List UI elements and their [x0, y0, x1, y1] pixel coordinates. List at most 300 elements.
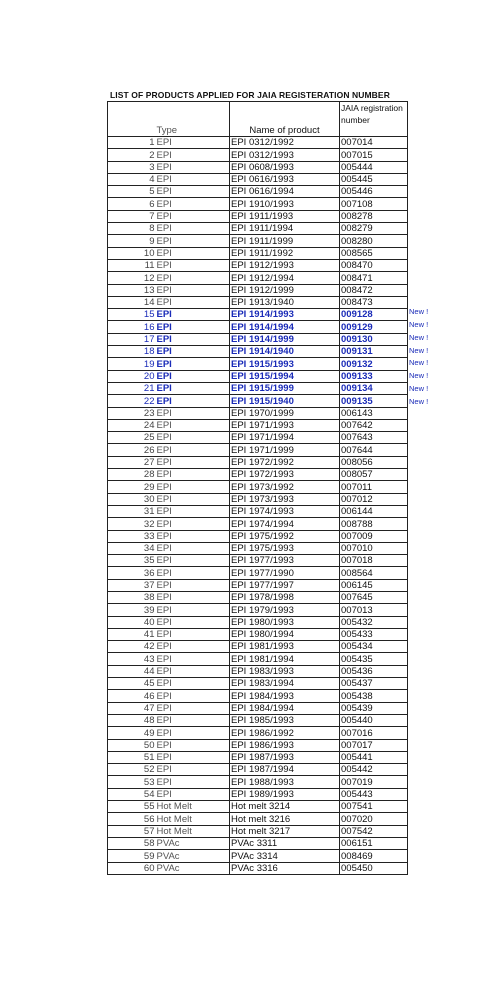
row-number: 19 — [108, 358, 156, 370]
registration-number: 005450 — [340, 862, 408, 874]
registration-number: 007014 — [340, 137, 408, 149]
table-row — [108, 309, 408, 321]
registration-number: 005441 — [340, 751, 408, 763]
registration-number: 005436 — [340, 665, 408, 677]
product-name: PVAc 3314 — [230, 850, 340, 862]
registration-number: 008280 — [340, 235, 408, 247]
table-row — [108, 358, 408, 370]
product-name: EPI 0616/1993 — [230, 173, 340, 185]
document-title: LIST OF PRODUCTS APPLIED FOR JAIA REGISTERATION NUMBER — [110, 90, 390, 100]
product-type: EPI — [156, 333, 230, 345]
row-number: 55 — [108, 801, 156, 813]
product-name: EPI 1975/1993 — [230, 542, 340, 554]
product-name: EPI 1970/1999 — [230, 407, 340, 419]
row-number: 56 — [108, 813, 156, 825]
registration-number: 005446 — [340, 186, 408, 198]
product-type: EPI — [156, 358, 230, 370]
header-type: Type — [156, 102, 230, 137]
table-row — [108, 518, 408, 530]
registration-number: 007644 — [340, 444, 408, 456]
table-header-row — [108, 102, 408, 137]
product-name: EPI 1972/1992 — [230, 456, 340, 468]
row-number: 17 — [108, 333, 156, 345]
row-number: 27 — [108, 456, 156, 468]
row-number: 49 — [108, 727, 156, 739]
table-row — [108, 567, 408, 579]
registration-number: 007642 — [340, 419, 408, 431]
table-row — [108, 149, 408, 161]
registration-number: 005435 — [340, 653, 408, 665]
table-row — [108, 801, 408, 813]
table-row — [108, 296, 408, 308]
product-type: EPI — [156, 395, 230, 407]
product-type: EPI — [156, 296, 230, 308]
product-name: EPI 1975/1992 — [230, 530, 340, 542]
product-type: EPI — [156, 247, 230, 259]
product-name: EPI 1978/1998 — [230, 591, 340, 603]
product-name: EPI 1911/1993 — [230, 210, 340, 222]
product-type: EPI — [156, 149, 230, 161]
product-type: EPI — [156, 186, 230, 198]
product-type: EPI — [156, 530, 230, 542]
product-name: EPI 1973/1993 — [230, 493, 340, 505]
table-row — [108, 837, 408, 849]
registration-number: 009131 — [340, 346, 408, 358]
registration-number: 006151 — [340, 837, 408, 849]
registration-number: 007645 — [340, 591, 408, 603]
product-name: PVAc 3316 — [230, 862, 340, 874]
product-name: Hot melt 3216 — [230, 813, 340, 825]
table-row — [108, 678, 408, 690]
registration-number: 005444 — [340, 161, 408, 173]
table-row — [108, 346, 408, 358]
row-number: 24 — [108, 419, 156, 431]
product-type: EPI — [156, 284, 230, 296]
product-type: EPI — [156, 776, 230, 788]
product-type: EPI — [156, 370, 230, 382]
table-row — [108, 850, 408, 862]
product-name: EPI 1971/1993 — [230, 419, 340, 431]
new-tag: New ! — [409, 396, 429, 406]
product-type: EPI — [156, 481, 230, 493]
product-name: EPI 1981/1994 — [230, 653, 340, 665]
registration-number: 006144 — [340, 505, 408, 517]
table-row — [108, 653, 408, 665]
table-row — [108, 751, 408, 763]
product-name: EPI 1977/1990 — [230, 567, 340, 579]
table-row — [108, 198, 408, 210]
registration-number: 006143 — [340, 407, 408, 419]
row-number: 53 — [108, 776, 156, 788]
row-number: 22 — [108, 395, 156, 407]
row-number: 36 — [108, 567, 156, 579]
registration-number: 007010 — [340, 542, 408, 554]
product-name: Hot melt 3214 — [230, 801, 340, 813]
product-name: EPI 1980/1994 — [230, 628, 340, 640]
table-row — [108, 628, 408, 640]
registration-number: 007015 — [340, 149, 408, 161]
table-row — [108, 579, 408, 591]
registration-number: 008471 — [340, 272, 408, 284]
row-number: 15 — [108, 309, 156, 321]
product-name: EPI 1913/1940 — [230, 296, 340, 308]
registration-number: 005437 — [340, 678, 408, 690]
product-type: EPI — [156, 678, 230, 690]
table-row — [108, 382, 408, 394]
registration-number: 008056 — [340, 456, 408, 468]
table-row — [108, 505, 408, 517]
product-type: EPI — [156, 567, 230, 579]
new-tags-column — [409, 306, 428, 409]
product-type: EPI — [156, 161, 230, 173]
row-number: 13 — [108, 284, 156, 296]
row-number: 28 — [108, 469, 156, 481]
product-name: EPI 1989/1993 — [230, 788, 340, 800]
registration-table — [107, 101, 408, 875]
product-name: EPI 1979/1993 — [230, 604, 340, 616]
registration-number: 008057 — [340, 469, 408, 481]
registration-number: 008279 — [340, 223, 408, 235]
product-type: EPI — [156, 641, 230, 653]
product-type: PVAc — [156, 837, 230, 849]
table-row — [108, 813, 408, 825]
product-name: EPI 1914/1940 — [230, 346, 340, 358]
product-type: EPI — [156, 591, 230, 603]
product-type: EPI — [156, 505, 230, 517]
registration-number: 007016 — [340, 727, 408, 739]
product-type: EPI — [156, 469, 230, 481]
product-name: EPI 1986/1993 — [230, 739, 340, 751]
table-row — [108, 432, 408, 444]
table-row — [108, 419, 408, 431]
table-row — [108, 591, 408, 603]
registration-number: 008565 — [340, 247, 408, 259]
registration-number: 007012 — [340, 493, 408, 505]
table-row — [108, 616, 408, 628]
registration-number: 005433 — [340, 628, 408, 640]
registration-number: 007108 — [340, 198, 408, 210]
row-number: 16 — [108, 321, 156, 333]
row-number: 33 — [108, 530, 156, 542]
product-name: EPI 1983/1993 — [230, 665, 340, 677]
product-name: EPI 1911/1999 — [230, 235, 340, 247]
row-number: 3 — [108, 161, 156, 173]
row-number: 20 — [108, 370, 156, 382]
table-row — [108, 825, 408, 837]
registration-number: 008278 — [340, 210, 408, 222]
registration-number: 007013 — [340, 604, 408, 616]
product-name: EPI 1987/1994 — [230, 764, 340, 776]
table-row — [108, 530, 408, 542]
table-row — [108, 186, 408, 198]
registration-number: 005439 — [340, 702, 408, 714]
row-number: 38 — [108, 591, 156, 603]
registration-number: 008472 — [340, 284, 408, 296]
product-name: EPI 1915/1993 — [230, 358, 340, 370]
product-name: EPI 1915/1940 — [230, 395, 340, 407]
registration-number: 009132 — [340, 358, 408, 370]
registration-number: 005432 — [340, 616, 408, 628]
product-name: EPI 1974/1993 — [230, 505, 340, 517]
table-row — [108, 862, 408, 874]
registration-number: 007020 — [340, 813, 408, 825]
product-type: EPI — [156, 788, 230, 800]
table-row — [108, 727, 408, 739]
product-name: EPI 0312/1993 — [230, 149, 340, 161]
product-type: PVAc — [156, 850, 230, 862]
row-number: 4 — [108, 173, 156, 185]
product-type: EPI — [156, 493, 230, 505]
row-number: 23 — [108, 407, 156, 419]
product-name: EPI 1914/1999 — [230, 333, 340, 345]
product-type: EPI — [156, 628, 230, 640]
row-number: 57 — [108, 825, 156, 837]
registration-number: 005445 — [340, 173, 408, 185]
registration-number: 007009 — [340, 530, 408, 542]
table-row — [108, 247, 408, 259]
table-row — [108, 665, 408, 677]
registration-number: 007542 — [340, 825, 408, 837]
product-name: EPI 1910/1993 — [230, 198, 340, 210]
table-row — [108, 776, 408, 788]
table-row — [108, 604, 408, 616]
registration-number: 005440 — [340, 714, 408, 726]
table-row — [108, 481, 408, 493]
product-type: EPI — [156, 653, 230, 665]
registration-number: 005443 — [340, 788, 408, 800]
row-number: 6 — [108, 198, 156, 210]
header-registration-number: JAIA registration number — [340, 102, 408, 137]
product-type: EPI — [156, 616, 230, 628]
row-number: 54 — [108, 788, 156, 800]
new-tag: New ! — [409, 345, 429, 355]
row-number: 35 — [108, 555, 156, 567]
product-type: EPI — [156, 309, 230, 321]
product-type: Hot Melt — [156, 813, 230, 825]
row-number: 51 — [108, 751, 156, 763]
table-row — [108, 542, 408, 554]
product-name: EPI 1973/1992 — [230, 481, 340, 493]
product-type: EPI — [156, 714, 230, 726]
row-number: 26 — [108, 444, 156, 456]
product-type: EPI — [156, 456, 230, 468]
row-number: 46 — [108, 690, 156, 702]
product-type: EPI — [156, 764, 230, 776]
table-row — [108, 456, 408, 468]
product-type: EPI — [156, 137, 230, 149]
table-row — [108, 210, 408, 222]
row-number: 37 — [108, 579, 156, 591]
product-name: EPI 1977/1997 — [230, 579, 340, 591]
table-row — [108, 788, 408, 800]
product-type: EPI — [156, 727, 230, 739]
table-row — [108, 764, 408, 776]
product-name: EPI 1981/1993 — [230, 641, 340, 653]
new-tag: New ! — [409, 319, 429, 329]
new-tag: New ! — [409, 332, 429, 342]
row-number: 59 — [108, 850, 156, 862]
product-name: EPI 1977/1993 — [230, 555, 340, 567]
product-name: EPI 1912/1999 — [230, 284, 340, 296]
row-number: 43 — [108, 653, 156, 665]
table-row — [108, 161, 408, 173]
product-type: EPI — [156, 321, 230, 333]
header-product-name: Name of product — [230, 102, 340, 137]
row-number: 41 — [108, 628, 156, 640]
row-number: 18 — [108, 346, 156, 358]
product-name: EPI 1986/1992 — [230, 727, 340, 739]
registration-number: 005434 — [340, 641, 408, 653]
product-type: EPI — [156, 518, 230, 530]
table-row — [108, 284, 408, 296]
product-type: Hot Melt — [156, 801, 230, 813]
registration-number: 009128 — [340, 309, 408, 321]
product-type: EPI — [156, 432, 230, 444]
product-type: EPI — [156, 542, 230, 554]
product-type: EPI — [156, 579, 230, 591]
registration-number: 009129 — [340, 321, 408, 333]
product-type: EPI — [156, 690, 230, 702]
row-number: 40 — [108, 616, 156, 628]
product-name: EPI 1985/1993 — [230, 714, 340, 726]
table-row — [108, 702, 408, 714]
registration-number: 007018 — [340, 555, 408, 567]
registration-number: 009134 — [340, 382, 408, 394]
row-number: 45 — [108, 678, 156, 690]
product-name: EPI 1914/1993 — [230, 309, 340, 321]
product-type: Hot Melt — [156, 825, 230, 837]
product-type: EPI — [156, 382, 230, 394]
product-name: Hot melt 3217 — [230, 825, 340, 837]
registration-number: 008564 — [340, 567, 408, 579]
product-type: EPI — [156, 702, 230, 714]
product-name: EPI 1911/1994 — [230, 223, 340, 235]
row-number: 8 — [108, 223, 156, 235]
registration-number: 006145 — [340, 579, 408, 591]
product-name: EPI 1980/1993 — [230, 616, 340, 628]
registration-number: 007541 — [340, 801, 408, 813]
product-type: EPI — [156, 407, 230, 419]
product-type: EPI — [156, 223, 230, 235]
product-name: EPI 1915/1994 — [230, 370, 340, 382]
row-number: 58 — [108, 837, 156, 849]
row-number: 5 — [108, 186, 156, 198]
product-name: EPI 1984/1993 — [230, 690, 340, 702]
row-number: 7 — [108, 210, 156, 222]
row-number: 9 — [108, 235, 156, 247]
product-type: EPI — [156, 444, 230, 456]
product-name: EPI 1911/1992 — [230, 247, 340, 259]
product-name: EPI 1972/1993 — [230, 469, 340, 481]
product-type: EPI — [156, 173, 230, 185]
row-number: 30 — [108, 493, 156, 505]
row-number: 12 — [108, 272, 156, 284]
table-row — [108, 333, 408, 345]
table-row — [108, 444, 408, 456]
row-number: 42 — [108, 641, 156, 653]
registration-number: 008788 — [340, 518, 408, 530]
product-type: EPI — [156, 235, 230, 247]
row-number: 21 — [108, 382, 156, 394]
product-name: EPI 1984/1994 — [230, 702, 340, 714]
registration-number: 008470 — [340, 259, 408, 271]
registration-number: 007017 — [340, 739, 408, 751]
table-row — [108, 395, 408, 407]
product-name: EPI 1912/1993 — [230, 259, 340, 271]
registration-number: 009130 — [340, 333, 408, 345]
table-row — [108, 137, 408, 149]
new-tag: New ! — [409, 384, 429, 394]
product-name: EPI 1974/1994 — [230, 518, 340, 530]
product-name: EPI 1912/1994 — [230, 272, 340, 284]
row-number: 25 — [108, 432, 156, 444]
table-row — [108, 469, 408, 481]
product-name: EPI 1915/1999 — [230, 382, 340, 394]
product-name: EPI 0312/1992 — [230, 137, 340, 149]
product-type: EPI — [156, 604, 230, 616]
product-name: PVAc 3311 — [230, 837, 340, 849]
row-number: 1 — [108, 137, 156, 149]
product-name: EPI 1987/1993 — [230, 751, 340, 763]
registration-number: 007011 — [340, 481, 408, 493]
table-row — [108, 235, 408, 247]
product-type: EPI — [156, 555, 230, 567]
product-name: EPI 1914/1994 — [230, 321, 340, 333]
table-row — [108, 272, 408, 284]
table-row — [108, 714, 408, 726]
table-row — [108, 223, 408, 235]
row-number: 29 — [108, 481, 156, 493]
product-name: EPI 1971/1994 — [230, 432, 340, 444]
table-row — [108, 370, 408, 382]
product-type: EPI — [156, 751, 230, 763]
row-number: 47 — [108, 702, 156, 714]
product-name: EPI 0608/1993 — [230, 161, 340, 173]
row-number: 52 — [108, 764, 156, 776]
table-row — [108, 555, 408, 567]
row-number: 60 — [108, 862, 156, 874]
new-tag: New ! — [409, 358, 429, 368]
row-number: 44 — [108, 665, 156, 677]
product-type: EPI — [156, 198, 230, 210]
row-number: 34 — [108, 542, 156, 554]
table-row — [108, 407, 408, 419]
row-number: 32 — [108, 518, 156, 530]
registration-number: 008473 — [340, 296, 408, 308]
product-name: EPI 1971/1999 — [230, 444, 340, 456]
row-number: 31 — [108, 505, 156, 517]
registration-number: 005438 — [340, 690, 408, 702]
product-type: EPI — [156, 346, 230, 358]
product-name: EPI 1983/1994 — [230, 678, 340, 690]
product-type: EPI — [156, 259, 230, 271]
table-row — [108, 690, 408, 702]
table-row — [108, 739, 408, 751]
table-row — [108, 493, 408, 505]
row-number: 39 — [108, 604, 156, 616]
product-name: EPI 0616/1994 — [230, 186, 340, 198]
table-row — [108, 641, 408, 653]
header-number-cell — [108, 102, 156, 137]
registration-number: 008469 — [340, 850, 408, 862]
product-type: EPI — [156, 272, 230, 284]
product-name: EPI 1988/1993 — [230, 776, 340, 788]
table-row — [108, 259, 408, 271]
row-number: 11 — [108, 259, 156, 271]
product-type: EPI — [156, 739, 230, 751]
row-number: 2 — [108, 149, 156, 161]
product-type: EPI — [156, 419, 230, 431]
